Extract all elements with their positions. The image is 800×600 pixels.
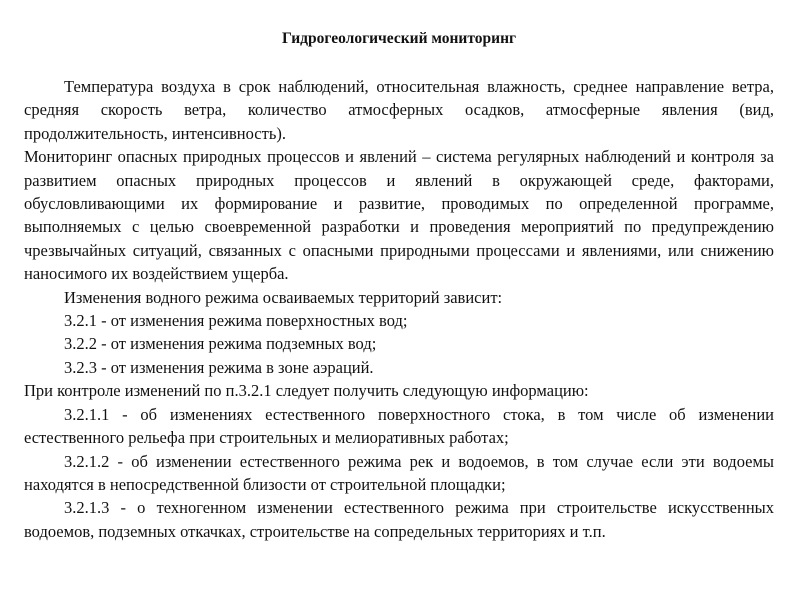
list-item-3-2-1-2: 3.2.1.2 - об изменении естественного режима рек и водоемов, в том случае если эти водоемы находятся в непосредственной близости от строительной площадки; [24, 451, 774, 494]
list-item-3-2-1-1: 3.2.1.1 - об изменениях естественного поверхностного стока, в том числе об изменении естественного рельефа при строительных и мелиоративных работах; [24, 404, 774, 448]
list-item-3-2-3: 3.2.3 - от изменения режима в зоне аэраций. [64, 357, 374, 377]
paragraph-hazard-monitoring: Мониторинг опасных природных процессов и явлений – система регулярных наблюдений и контроля за развитием опасных природных процессов и явлений в окружающей среде, факторами, обусловливающими их формирование и развитие, проводимых по определенной программе, выполняемых с целью своевременной разработки и проведения мероприятий по предупреждению чрезвычайных ситуаций, связанных с опасными природными процессами и явлениями, или снижению наносимого их воздействием ущерба. [24, 147, 774, 284]
paragraph-weather-params: Температура воздуха в срок наблюдений, относительная влажность, среднее направление ветра, средняя скорость ветра, количество атмосферных осадков, атмосферные явления (вид, продолжительность, интенсивность). [24, 77, 774, 143]
paragraph-water-regime: Изменения водного режима осваиваемых территорий зависит: [64, 287, 503, 307]
list-item-3-2-2: 3.2.2 - от изменения режима подземных вод; [64, 334, 377, 354]
document-page [24, 29, 774, 543]
list-item-3-2-1-3: 3.2.1.3 - о техногенном изменении естественного режима при строительстве искусственных водоемов, подземных откачках, строительстве на сопредельных территориях и т.п. [24, 498, 774, 541]
list-item-3-2-1: 3.2.1 - от изменения режима поверхностных вод; [64, 311, 408, 331]
paragraph-control-info: При контроле изменений по п.3.2.1 следует получить следующую информацию: [24, 381, 589, 401]
document-title: Гидрогеологический мониторинг [281, 30, 517, 47]
